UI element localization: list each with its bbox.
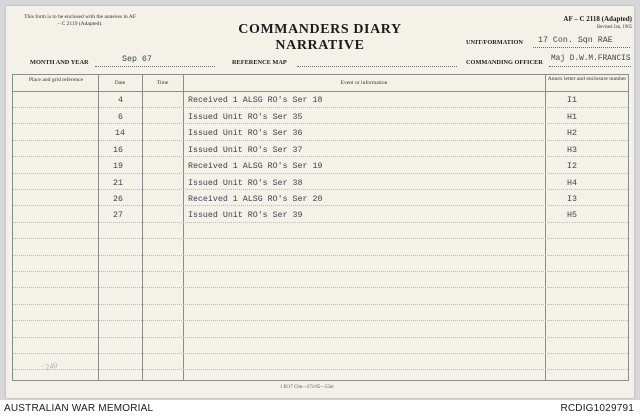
reference-map-underline (297, 66, 457, 67)
entry-date: 16 (113, 146, 123, 155)
column-divider (142, 74, 143, 381)
column-header-annex: Annex letter and enclosure number (547, 76, 627, 82)
column-header-time: Time (156, 80, 169, 86)
entry-event: Issued Unit RO's Ser 37 (188, 146, 303, 155)
entry-annex: H4 (567, 179, 577, 188)
entry-date: 27 (113, 211, 123, 220)
column-header-date: Date (114, 80, 126, 86)
entry-date: 19 (113, 162, 123, 171)
margin-tick-mark: · (9, 215, 11, 221)
entry-event: Issued Unit RO's Ser 38 (188, 179, 303, 188)
page-title: COMMANDERS DIARY NARRATIVE (238, 22, 402, 53)
commanding-officer-value: Maj D.W.M.FRANCIS (551, 55, 631, 63)
ruled-line (13, 337, 628, 338)
unit-underline (533, 47, 630, 48)
entry-annex: H1 (567, 113, 577, 122)
ruled-line (13, 205, 628, 206)
entry-annex: I3 (567, 195, 577, 204)
ruled-line (13, 156, 628, 157)
entry-event: Issued Unit RO's Ser 39 (188, 211, 303, 220)
entry-annex: H3 (567, 146, 577, 155)
entry-date: 14 (115, 129, 125, 138)
entry-annex: I2 (567, 162, 577, 171)
entry-event: Received 1 ALSG RO's Ser 19 (188, 162, 323, 171)
entry-annex: I1 (567, 96, 577, 105)
month-year-underline (95, 66, 215, 67)
entry-date: 4 (118, 96, 123, 105)
entry-date: 26 (113, 195, 123, 204)
ruled-line (13, 123, 628, 124)
unit-value: 17 Con. Sqn RAE (538, 36, 613, 45)
column-header-event: Event or information (340, 80, 388, 86)
entry-annex: H5 (567, 211, 577, 220)
column-divider (545, 74, 546, 381)
entry-date: 6 (118, 113, 123, 122)
ruled-line (13, 189, 628, 190)
ruled-line (13, 222, 628, 223)
ruled-line (13, 320, 628, 321)
ruled-line (13, 140, 628, 141)
form-code: AF – C 2118 (Adapted) (563, 15, 632, 23)
column-divider (98, 74, 99, 381)
commanding-officer-underline (549, 66, 631, 67)
reference-map-label: REFERENCE MAP (232, 59, 287, 66)
entry-event: Received 1 ALSG RO's Ser 18 (188, 96, 323, 105)
column-divider (183, 74, 184, 381)
ruled-line (13, 304, 628, 305)
print-code: 1 B/17 Cbn—271/65—55m (280, 385, 334, 390)
commanding-officer-label: COMMANDING OFFICER (466, 59, 543, 66)
month-year-label: MONTH AND YEAR (30, 59, 89, 66)
pencil-annotation: ' 240 (41, 360, 59, 373)
archive-id: RCDIG1029791 (560, 403, 634, 414)
form-revision: Revised Jan, 1965 (596, 25, 632, 30)
ruled-line (13, 287, 628, 288)
month-year-value: Sep 67 (122, 55, 152, 64)
diary-table (12, 74, 629, 381)
entry-event: Issued Unit RO's Ser 36 (188, 129, 303, 138)
entry-event: Received 1 ALSG RO's Ser 20 (188, 195, 323, 204)
ruled-line (13, 271, 628, 272)
ruled-line (13, 353, 628, 354)
header-divider (12, 91, 629, 92)
unit-label: UNIT/FORMATION (466, 39, 523, 46)
form-note: This form is to be enclosed with the annexes in AF – C 2119 (Adapted). (24, 14, 136, 27)
column-header-place: Place and grid reference (28, 77, 84, 83)
ruled-line (13, 107, 628, 108)
ruled-line (13, 255, 628, 256)
entry-date: 21 (113, 179, 123, 188)
archive-credit: AUSTRALIAN WAR MEMORIAL (4, 403, 154, 414)
entry-annex: H2 (567, 129, 577, 138)
ruled-line (13, 369, 628, 370)
ruled-line (13, 238, 628, 239)
ruled-line (13, 173, 628, 174)
entry-event: Issued Unit RO's Ser 35 (188, 113, 303, 122)
